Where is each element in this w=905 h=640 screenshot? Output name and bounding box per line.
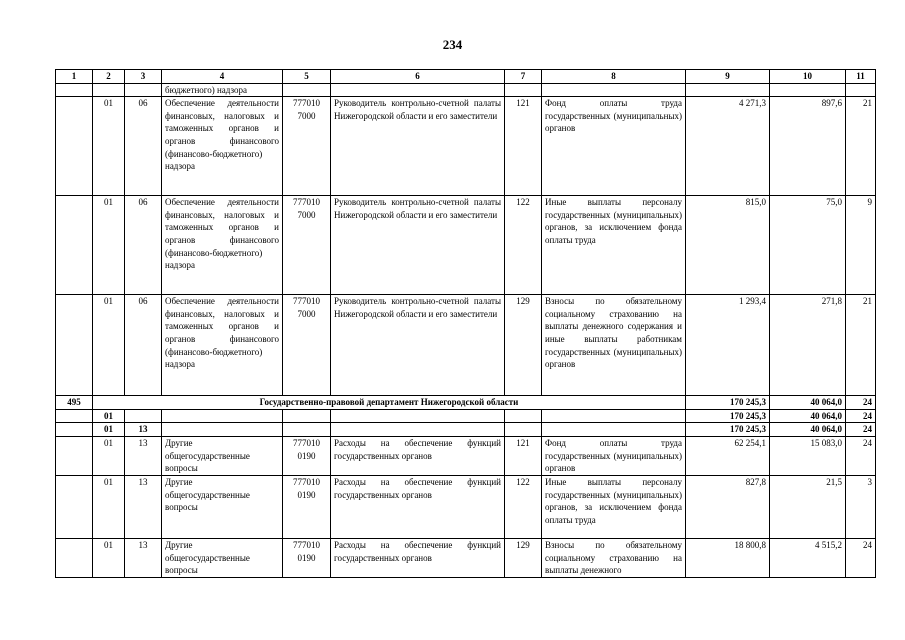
column-header: 4 bbox=[162, 70, 283, 84]
target-article-name: Расходы на обеспечение функций государственных органов bbox=[331, 538, 505, 577]
column-header: 8 bbox=[542, 70, 686, 84]
column-header: 11 bbox=[846, 70, 876, 84]
amount-executed: 4 515,2 bbox=[770, 538, 846, 577]
target-article-name: Руководитель контрольно-счетной палаты Нижегородской области и его заместители bbox=[331, 97, 505, 196]
amount-executed: 271,8 bbox=[770, 295, 846, 396]
column-header: 2 bbox=[93, 70, 125, 84]
target-article-name: Руководитель контрольно-счетной палаты Нижегородской области и его заместители bbox=[331, 295, 505, 396]
table-row-continued bbox=[56, 83, 876, 97]
amount-planned: 170 245,3 bbox=[686, 423, 770, 437]
subsection-code: 13 bbox=[125, 538, 162, 577]
target-article: 777010 7000 bbox=[283, 295, 331, 396]
subsection-code: 13 bbox=[125, 475, 162, 538]
expense-type-code: 122 bbox=[505, 196, 542, 295]
target-article: 777010 7000 bbox=[283, 196, 331, 295]
budget-table bbox=[55, 69, 876, 578]
section-name: Обеспечение деятельности финансовых, налоговых и таможенных органов и органов финансового (финансово-бюджетного) надзора bbox=[162, 97, 283, 196]
section-code: 01 bbox=[93, 97, 125, 196]
percent-executed: 21 bbox=[846, 295, 876, 396]
percent-executed: 24 bbox=[846, 396, 876, 410]
subsection-code: 06 bbox=[125, 196, 162, 295]
expense-type-name: Иные выплаты персоналу государственных (муниципальных) органов, за исключением фонда оплаты труда bbox=[542, 196, 686, 295]
section-code: 01 bbox=[93, 196, 125, 295]
expense-type-name: Фонд оплаты труда государственных (муниципальных) органов bbox=[542, 97, 686, 196]
table-row bbox=[56, 475, 876, 538]
percent-executed: 24 bbox=[846, 538, 876, 577]
table-row bbox=[56, 295, 876, 396]
page-number: 234 bbox=[442, 37, 463, 52]
percent-executed: 3 bbox=[846, 475, 876, 538]
expense-type-name: Иные выплаты персоналу государственных (муниципальных) органов, за исключением фонда оплаты труда bbox=[542, 475, 686, 538]
section-row bbox=[56, 409, 876, 423]
amount-executed: 75,0 bbox=[770, 196, 846, 295]
amount-planned: 170 245,3 bbox=[686, 409, 770, 423]
column-header: 6 bbox=[331, 70, 505, 84]
section-code: 01 bbox=[93, 409, 125, 423]
department-code: 495 bbox=[56, 396, 93, 410]
target-article: 777010 7000 bbox=[283, 97, 331, 196]
amount-executed: 897,6 bbox=[770, 97, 846, 196]
expense-type-code: 121 bbox=[505, 436, 542, 475]
section-code: 01 bbox=[93, 538, 125, 577]
table-row bbox=[56, 97, 876, 196]
amount-planned: 815,0 bbox=[686, 196, 770, 295]
percent-executed: 24 bbox=[846, 409, 876, 423]
section-code: 01 bbox=[93, 436, 125, 475]
target-article-name: Расходы на обеспечение функций государственных органов bbox=[331, 475, 505, 538]
section-code: 01 bbox=[93, 423, 125, 437]
percent-executed: 9 bbox=[846, 196, 876, 295]
amount-executed: 40 064,0 bbox=[770, 423, 846, 437]
column-header: 10 bbox=[770, 70, 846, 84]
expense-type-name: Взносы по обязательному социальному страхованию на выплаты денежного содержания и иные выплаты работникам государственных (муниципальных) органов bbox=[542, 295, 686, 396]
subsection-code: 13 bbox=[125, 436, 162, 475]
expense-type-name: Фонд оплаты труда государственных (муниципальных) органов bbox=[542, 436, 686, 475]
department-name: Государственно-правовой департамент Нижегородской области bbox=[93, 396, 686, 410]
amount-executed: 40 064,0 bbox=[770, 396, 846, 410]
section-name: Обеспечение деятельности финансовых, налоговых и таможенных органов и органов финансового (финансово-бюджетного) надзора bbox=[162, 196, 283, 295]
section-name: Другие общегосударственные вопросы bbox=[162, 475, 283, 538]
subsection-row bbox=[56, 423, 876, 437]
column-header: 1 bbox=[56, 70, 93, 84]
subsection-code: 06 bbox=[125, 97, 162, 196]
section-name: Другие общегосударственные вопросы bbox=[162, 436, 283, 475]
section-code: 01 bbox=[93, 295, 125, 396]
target-article-name: Расходы на обеспечение функций государственных органов bbox=[331, 436, 505, 475]
target-article: 777010 0190 bbox=[283, 538, 331, 577]
amount-executed: 15 083,0 bbox=[770, 436, 846, 475]
table-row bbox=[56, 538, 876, 577]
percent-executed: 24 bbox=[846, 423, 876, 437]
subsection-code: 13 bbox=[125, 423, 162, 437]
target-article: 777010 0190 bbox=[283, 436, 331, 475]
amount-planned: 170 245,3 bbox=[686, 396, 770, 410]
target-article-name: Руководитель контрольно-счетной палаты Нижегородской области и его заместители bbox=[331, 196, 505, 295]
expense-type-code: 121 bbox=[505, 97, 542, 196]
department-row bbox=[56, 396, 876, 410]
amount-executed: 21,5 bbox=[770, 475, 846, 538]
amount-planned: 18 800,8 bbox=[686, 538, 770, 577]
column-header: 9 bbox=[686, 70, 770, 84]
subsection-code: 06 bbox=[125, 295, 162, 396]
target-article: 777010 0190 bbox=[283, 475, 331, 538]
section-name: Обеспечение деятельности финансовых, налоговых и таможенных органов и органов финансового (финансово-бюджетного) надзора bbox=[162, 295, 283, 396]
expense-type-code: 129 bbox=[505, 538, 542, 577]
expense-type-code: 122 bbox=[505, 475, 542, 538]
percent-executed: 24 bbox=[846, 436, 876, 475]
amount-planned: 4 271,3 bbox=[686, 97, 770, 196]
column-header: 5 bbox=[283, 70, 331, 84]
column-header: 7 bbox=[505, 70, 542, 84]
amount-planned: 62 254,1 bbox=[686, 436, 770, 475]
percent-executed: 21 bbox=[846, 97, 876, 196]
amount-planned: 827,8 bbox=[686, 475, 770, 538]
section-code: 01 bbox=[93, 475, 125, 538]
table-row bbox=[56, 436, 876, 475]
expense-type-code: 129 bbox=[505, 295, 542, 396]
amount-executed: 40 064,0 bbox=[770, 409, 846, 423]
amount-planned: 1 293,4 bbox=[686, 295, 770, 396]
table-cell: бюджетного) надзора bbox=[162, 83, 283, 97]
section-name: Другие общегосударственные вопросы bbox=[162, 538, 283, 577]
table-row bbox=[56, 196, 876, 295]
column-header: 3 bbox=[125, 70, 162, 84]
table-header-row bbox=[56, 70, 876, 84]
expense-type-name: Взносы по обязательному социальному страхованию на выплаты денежного bbox=[542, 538, 686, 577]
